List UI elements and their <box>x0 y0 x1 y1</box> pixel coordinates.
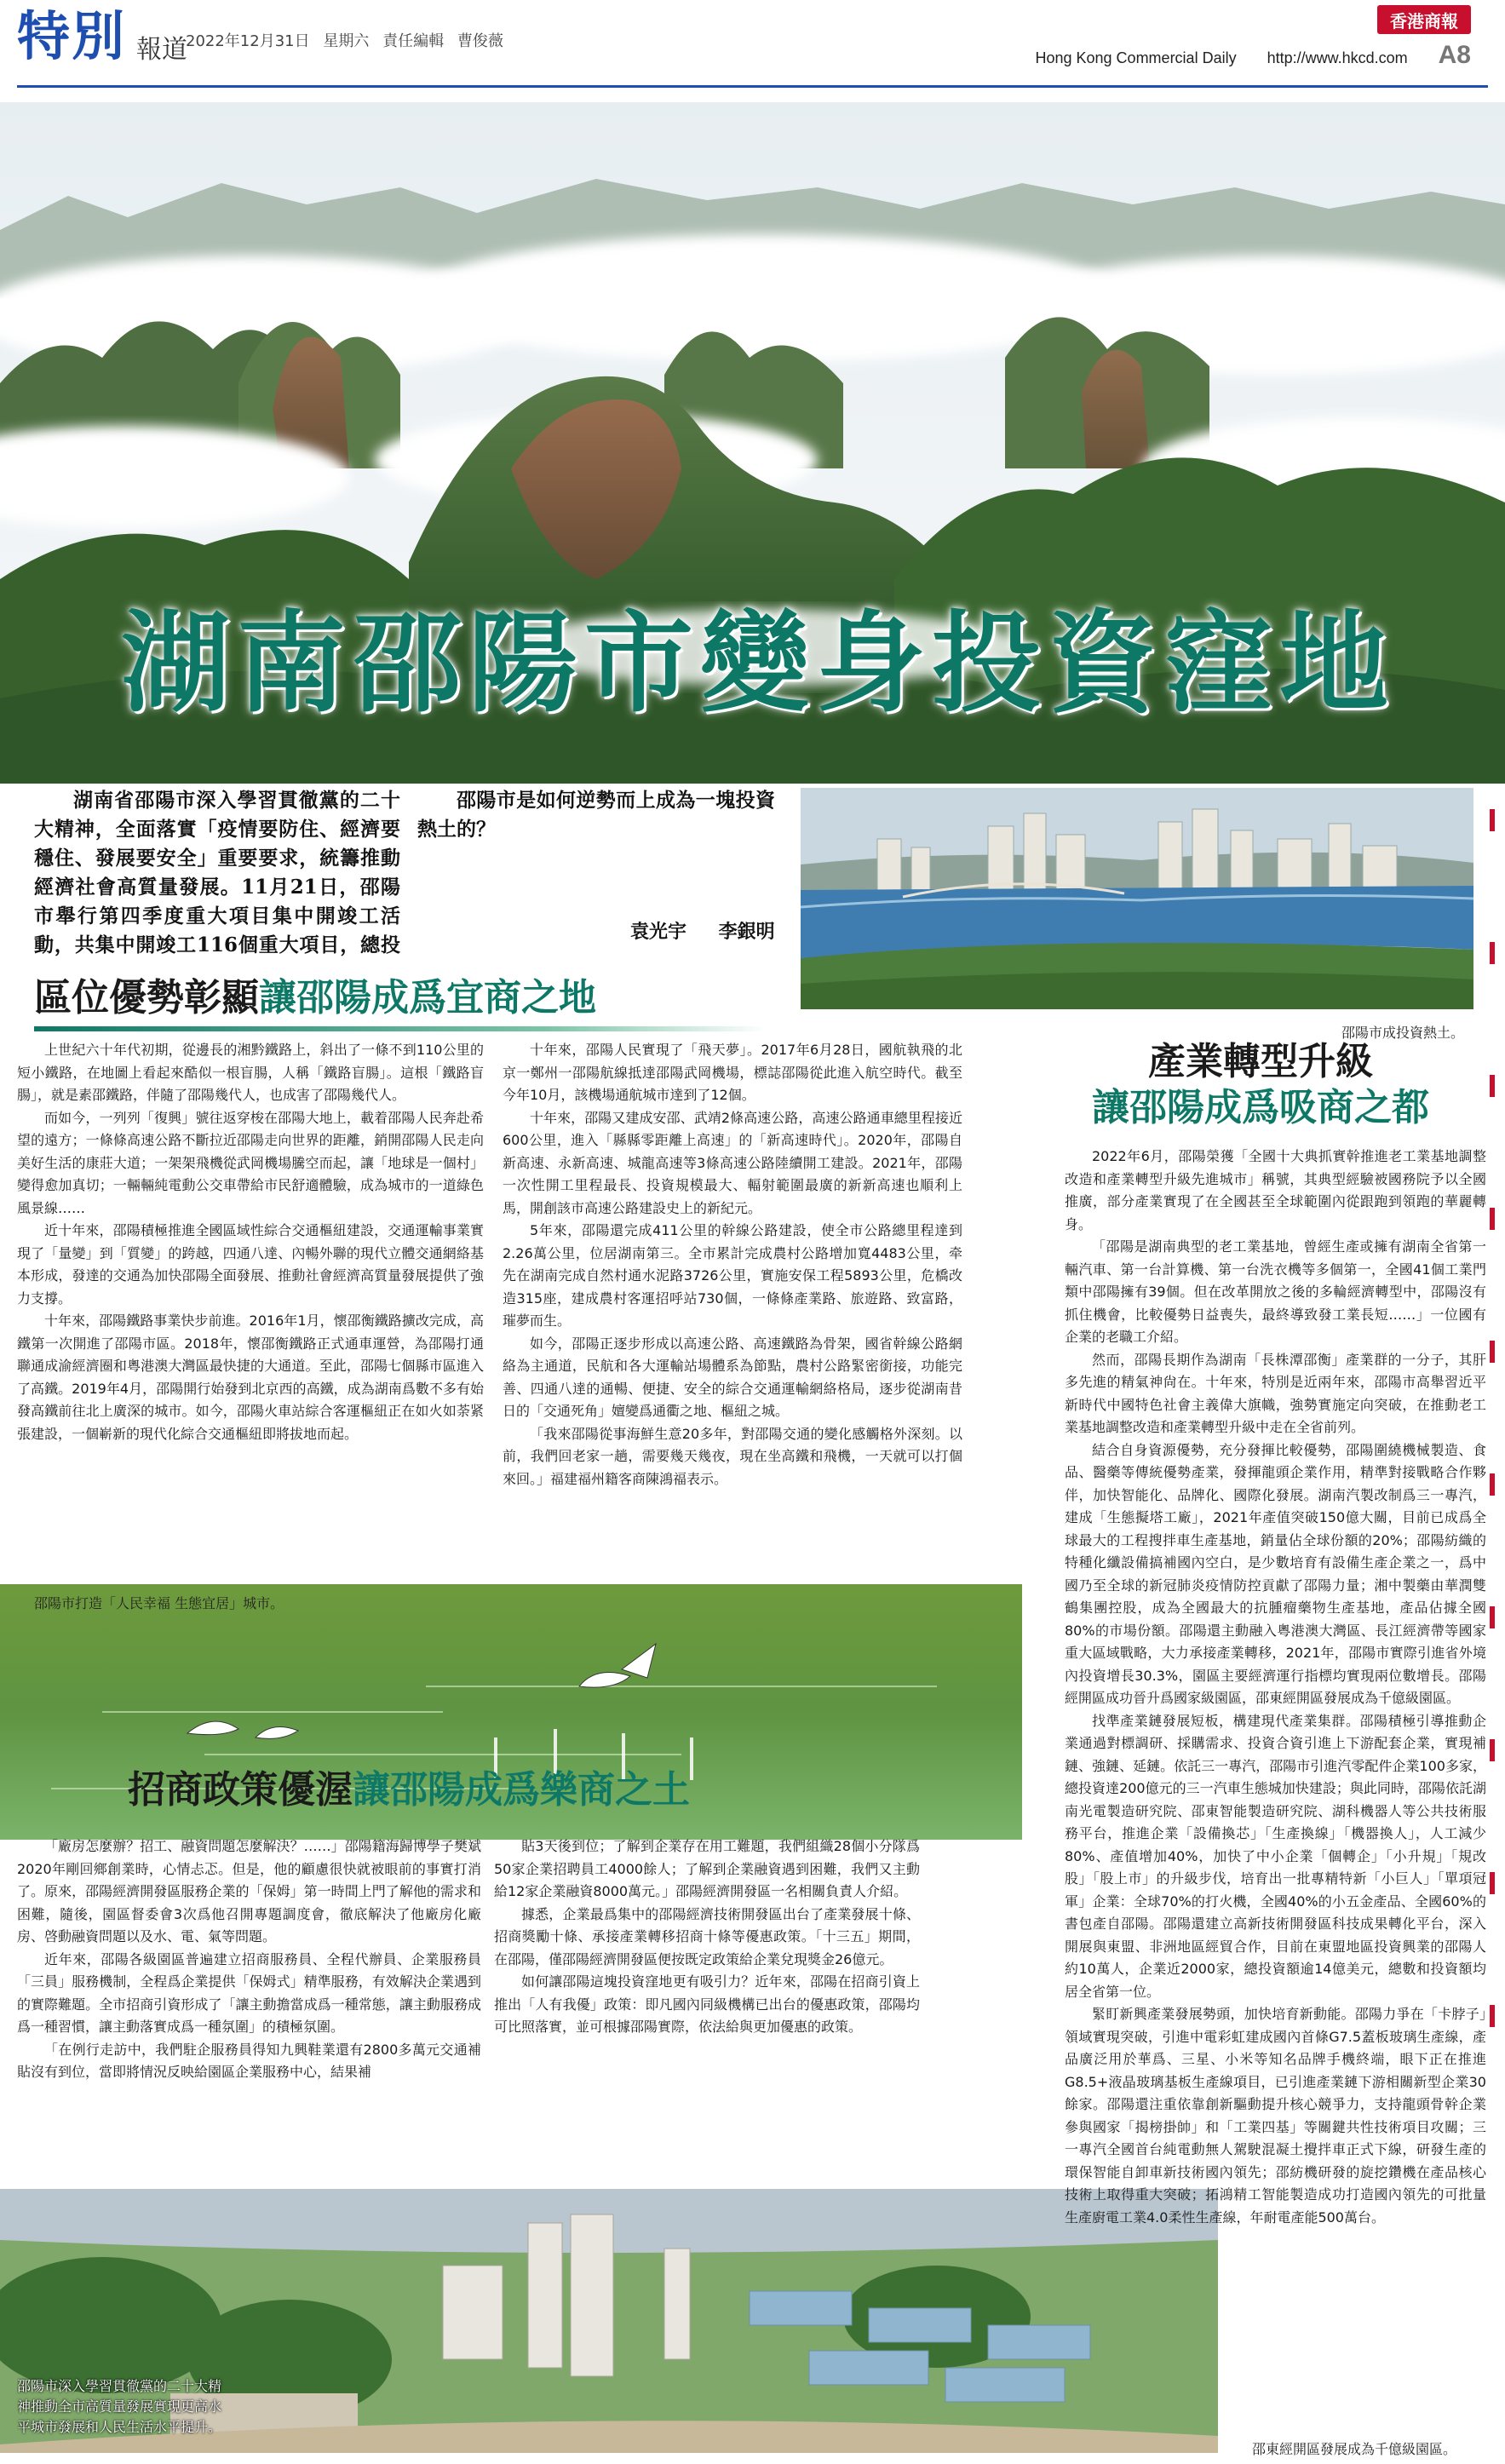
section1-col-2 <box>503 1039 962 1580</box>
s1-paragraph: 十年來，邵陽又建成安邵、武靖2條高速公路，高速公路通車總里程接近600公里，進入「縣縣零距離上高速」的「新高速時代」。2020年，邵陽自新高速、永新高速、城龍高速等3條高速公路陸續開工建設。2021年，邵陽一次性開工里程最長、投資規模最大、輻射範圍最廣的新新高速也順利上馬，開創該市高速公路建設史上的新紀元。 <box>503 1109 962 1216</box>
s3-paragraph: 「邵陽是湖南典型的老工業基地，曾經生產或擁有湖南全省第一輛汽車、第一台計算機、第一台洗衣機等多個第一，全國41個工業門類中邵陽擁有39個。但在改革開放之後的多輪經濟轉型中，邵陽沒有抓住機會，比較優勢日益喪失，最終導致發工業長短……」一位國有企業的老職工介紹。 <box>1065 1238 1486 1345</box>
issue-editor: 責任編輯 曹俊薇 <box>382 32 503 50</box>
section3-title-a: 產業轉型升級 <box>1148 1040 1373 1083</box>
issue-date: 2022年12月31日 <box>186 32 310 50</box>
caption-bottom-right: 邵東經開區發展成為千億級園區。 <box>1252 2441 1457 2457</box>
section-header <box>17 5 188 67</box>
s1-paragraph: 而如今，一列列「復興」號往返穿梭在邵陽大地上，載着邵陽人民奔赴希望的遠方；一條條高速公路不斷拉近邵陽走向世界的距離，銷開邵陽人民走向美好生活的康莊大道；一架架飛機從武岡機場騰空而起，讓「地球是一個村」變得愈加真切；一輛輛純電動公交車帶給市民舒適體驗，成為城市的一道綠色風景線…… <box>17 1109 484 1216</box>
s2-paragraph: 貼3天後到位；了解到企業存在用工難題，我們組織28個小分隊爲50家企業招聘員工4000餘人；了解到企業融資遇到困難，我們又主動給12家企業融資8000萬元。」邵陽經濟開發區一名相關負責人介紹。 <box>494 1838 920 1899</box>
section3-column <box>1065 1146 1486 2342</box>
section3-title-b: 讓邵陽成爲吸商之都 <box>1092 1086 1429 1129</box>
section-title: 特別 <box>17 5 127 67</box>
s2-paragraph: 近年來，邵陽各級園區普遍建立招商服務員、全程代辦員、企業服務員「三員」服務機制，全程爲企業提供「保姆式」精準服務，有效解決企業遇到的實際難題。全市招商引資形成了「讓主動擔當成爲一種常態，讓主動服務成爲一種習慣，讓主動落實成爲一種氛圍」的積極氛圍。 <box>17 1950 481 2035</box>
s2-paragraph: 據悉，企業最爲集中的邵陽經濟技術開發區出台了產業發展十條、招商獎勵十條、承接產業轉移招商十條等優惠政策。「十三五」期間，在邵陽，僅邵陽經濟開發區便按既定政策給企業兌現獎金26億元。 <box>494 1905 920 1967</box>
masthead-right <box>1035 41 1471 70</box>
paper-name-en: Hong Kong Commercial Daily <box>1035 49 1237 66</box>
section2-title-a: 招商政策優渥 <box>128 1768 353 1812</box>
caption-bottom-left: 邵陽市深入學習貫徹黨的二十大精神推動全市高質量發展實現更高水平城市發展和人民生活水平提升。 <box>17 2378 222 2435</box>
s3-paragraph: 然而，邵陽長期作為湖南「長株潭邵衡」產業群的一分子，其肝多先進的精氣神尙在。十年來，特別是近兩年來，邵陽市高舉習近平新時代中國特色社會主義偉大旗幟，強勢實施定向突破，在推動老工業基地調整改造和產業轉型升級中走在全省前列。 <box>1065 1351 1486 1435</box>
section2-title <box>128 1768 690 1812</box>
article-author: 袁光宇 李銀明 <box>630 921 775 943</box>
s1-paragraph: 十年來，邵陽鐵路事業快步前進。2016年1月，懷邵衡鐵路擴改完成，高鐵第一次開進了邵陽市區。2018年，懷邵衡鐵路正式通車運營，為邵陽打通聯通成渝經濟圈和粵港澳大灣區最快捷的大通道。至此，邵陽七個縣市區進入了高鐵。2019年4月，邵陽開行始發到北京西的高鐵，成為湖南爲數不多有始發高鐵前往北上廣深的城市。如今，邵陽火車站綜合客運樞紐正在如火如荼紧張建設，一個嶄新的現代化綜合交通樞紐即將拔地而起。 <box>17 1312 484 1442</box>
page-number: A8 <box>1438 41 1471 69</box>
lead-col-2 <box>417 786 775 912</box>
s3-paragraph: 結合自身資源優勢，充分發揮比較優勢，邵陽圍繞機械製造、食品、醫藥等傳統優勢產業，發揮龍頭企業作用，精準對接戰略合作夥伴，加快智能化、品牌化、國際化發展。湖南汽製改制爲三一專汽，建成「生態擬塔工廠」，2021年產值突破150億大關，目前已成爲全球最大的工程搜拌車生產基地，銷量佔全球份額的20%；邵陽紡織的特種化纖設備搞補國內空白，是少數培育有設備生產企業之一，爲中國乃至全球的新冠肺炎疫情防控貢獻了邵陽力量；湘中製藥由華潤雙鶴集團控股，成為全國最大的抗腫瘤藥物生產基地，產品佔據全國80%的市場份額。邵陽還主動融入粵港澳大灣區、長江經濟帶等國家重大區域戰略，大力承接產業轉移，2021年，邵陽市實際引進省外境內投資增長30.3%，園區主要經濟運行指標均實現兩位數增長。邵陽經開區成功晉升爲國家級園區，邵東經開區發展成為千億級園區。 <box>1065 1441 1486 1706</box>
lead-col-1 <box>34 786 400 956</box>
section2-title-b: 讓邵陽成爲樂商之土 <box>353 1768 690 1812</box>
section2-col-2 <box>494 1835 920 2172</box>
caption-investment: 邵陽市成投資熱土。 <box>1341 1025 1465 1041</box>
s1-paragraph: 「我來邵陽從事海鮮生意20多年，對邵陽交通的變化感觸格外深刻。以前，我們回老家一趟，需要幾天幾夜，現在坐高鐵和飛機，一天就可以打個來回。」福建福州籍客商陳鴻福表示。 <box>503 1425 962 1487</box>
caption-city: 邵陽市打造「人民幸福 生態宜居」城市。 <box>34 1595 284 1611</box>
section1-col-1 <box>17 1039 484 1580</box>
city-river-photo <box>801 788 1473 1009</box>
lead-paragraph-1: 湖南省邵陽市深入學習貫徹黨的二十大精神，全面落實「疫情要防住、經濟要穩住、發展要安全」重要要求，統籌推動經濟社會高質量發展。11月21日，邵陽市舉行第四季度重大項目集中開竣工活動，共集中開竣工116個重大項目，總投 <box>34 789 400 956</box>
s1-paragraph: 十年來，邵陽人民實現了「飛天夢」。2017年6月28日，國航執飛的北京一鄭州一邵陽航線抵達邵陽武岡機場，標誌邵陽從此進入航空時代。截至今年10月，該機場通航城市達到了12個。 <box>503 1042 962 1103</box>
section3-title <box>1039 1040 1482 1129</box>
section1-rule <box>34 1026 767 1031</box>
section-subtitle: 報道 <box>136 35 188 65</box>
s2-paragraph: 「在例行走訪中，我們駐企服務員得知九興鞋業還有2800多萬元交通補貼沒有到位，當即將情況反映給園區企業服務中心，結果補 <box>17 2041 481 2080</box>
issue-weekday: 星期六 <box>323 32 370 50</box>
section1-title-b: 讓邵陽成爲宜商之地 <box>259 976 596 1019</box>
s1-paragraph: 近十年來，邵陽積極推進全國區域性綜合交通樞紐建設，交通運輸事業實現了「量變」到「質變」的跨越，四通八達、內暢外聯的現代立體交通網絡基本形成，發達的交通為加快邵陽全面發展、推動社會經濟高質量發展提供了強力支撐。 <box>17 1222 484 1307</box>
s1-paragraph: 5年來，邵陽還完成411公里的幹線公路建設，使全市公路總里程達到2.26萬公里，位居湖南第三。全市累計完成農村公路增加寬4483公里，牵先在湖南完成自然村通水泥路3726公里，實施安保工程5893公里，危橋改造315座，建成農村客運招呼站730個，一條條產業路、旅遊路、致富路，璀夢而生。 <box>503 1222 962 1329</box>
header-rule <box>17 85 1488 88</box>
issue-meta <box>186 29 503 51</box>
section2-col-1 <box>17 1835 481 2172</box>
section1-title-a: 區位優勢彰顯 <box>34 976 259 1019</box>
main-headline: 湖南邵陽市變身投資窪地 <box>120 600 1395 727</box>
s2-paragraph: 「廠房怎麼辦？招工、融資問題怎麼解決？……」邵陽籍海歸博學子樊斌2020年剛回鄉創業時，心情忐忑。但是，他的顧慮很快就被眼前的事實打消了。原來，邵陽經濟開發區服務企業的「保姆」第一時間上門了解他的需求和困難，隨後，園區督委會3次爲他召開專題調度會，徹底解決了他廠房化廠房、啓動融資問題以及水、電、氣等問題。 <box>17 1838 481 1944</box>
s2-paragraph: 如何讓邵陽這塊投資窪地更有吸引力？近年來，邵陽在招商引資上推出「人有我優」政策：即凡國內同級機構已出台的優惠政策，邵陽均可比照落實，並可根據邵陽實際，依法給與更加優惠的政策。 <box>494 1973 920 2035</box>
paper-url[interactable]: http://www.hkcd.com <box>1267 49 1408 66</box>
section1-title <box>34 976 596 1019</box>
s3-paragraph: 找準產業鏈發展短板，構建現代產業集群。邵陽積極引導推動企業通過對標調研、採購需求、投資合資引進上下游配套企業，實現補鏈、強鏈、延鏈。依託三一專汽，邵陽市引進汽零配件企業100多家，總投資達200億元的三一汽車生態城加快建設；與此同時，邵陽依託湖南光電製造研究院、邵東智能製造研究院、湖科機器人等公共技術服務平台，推進企業「設備換芯」「生產換線」「機器換人」，人工減少80%、產值增加40%，加快了中小企業「個轉企」「小升規」「規改股」「股上市」的升級步伐，培育出一批專精特新「小巨人」「單項冠軍」企業：全球70%的打火機，全國40%的小五金產品、全國60%的書包產自邵陽。邵陽還建立高新技術開發區科技成果轉化平台，深入開展與東盟、非洲地區經貿合作，目前在東盟地區投資興業的邵陽人約10萬人，企業近2000家，總投資額逾14億美元，總數和投資額均居全省第一位。 <box>1065 1712 1486 2000</box>
s1-paragraph: 如今，邵陽正逐步形成以高速公路、高速鐵路為骨架，國省幹線公路網絡為主通道，民航和各大運輸站場體系為節點，農村公路緊密銜接，功能完善、四通八達的通暢、便捷、安全的綜合交通運輸網絡格局，逐步從湖南昔日的「交通死角」嬗變爲通衢之地、樞紐之城。 <box>503 1335 962 1419</box>
lead-paragraph-2: 邵陽市是如何逆勢而上成為一塊投資熱土的？ <box>417 789 775 841</box>
newspaper-logo: 香港商報 <box>1377 5 1471 34</box>
s3-paragraph: 2022年6月，邵陽榮獲「全國十大典抓實幹推進老工業基地調整改造和產業轉型升級先進城市」稱號，其典型經驗被國務院予以全國推廣，部分產業實現了在全國甚至全球範圍內從跟跑到領跑的華麗轉身。 <box>1065 1148 1486 1232</box>
s1-paragraph: 上世紀六十年代初期，從邊長的湘黔鐵路上，斜出了一條不到110公里的短小鐵路，在地圖上看起來酷似一根盲腸，人稱「鐵路盲腸」。這根「鐵路盲腸」，就是素邵鐵路，伴隨了邵陽幾代人，也成害了邵陽幾代人。 <box>17 1042 484 1103</box>
s3-paragraph: 緊盯新興產業發展勢頭，加快培育新動能。邵陽力爭在「卡脖子」領域實現突破，引進中電彩虹建成國內首條G7.5蓋板玻璃生產線，產品廣泛用於華爲、三星、小米等知名品牌手機終端，眼下正在推進G8.5+液晶玻璃基板生產線項目，已引進產業鏈下游相關新型企業30餘家。邵陽還注重依靠創新驅動提升核心競爭力，支持龍頭骨幹企業參與國家「揭榜掛帥」和「工業四基」等關鍵共性技術項目攻關；三一專汽全國首台純電動無人駕駛混凝土攪拌車正式下線，研發生產的環保智能自卸車新技術國內領先；邵紡機研發的旋挖鑽機在產品核心技術上取得重大突破；拓鴻精工智能製造成功打造國內領先的可批量生產廚電工業4.0柔性生產線，年耐電產能500萬台。 <box>1065 2006 1486 2226</box>
